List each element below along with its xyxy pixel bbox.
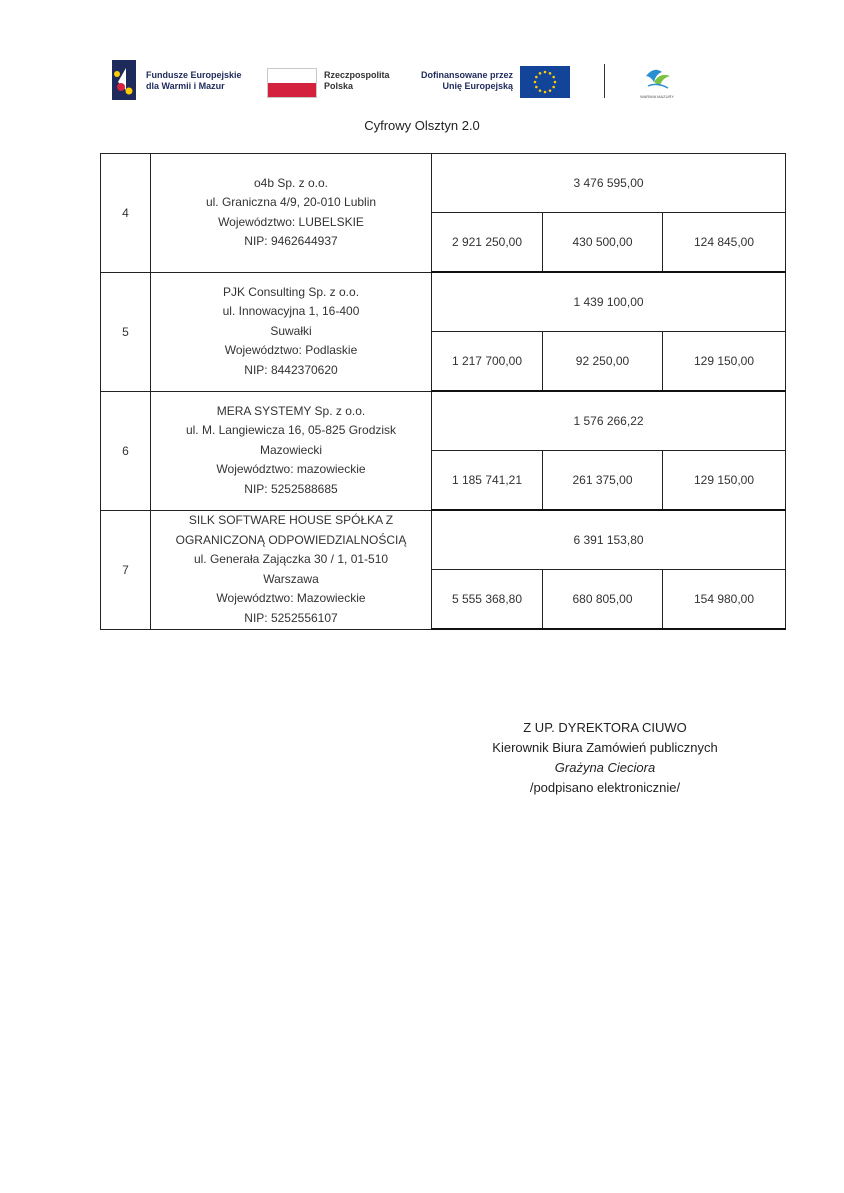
contractor-line: ul. Generała Zajączka 30 / 1, 01-510 (193, 552, 389, 566)
contractor-line: Województwo: LUBELSKIE (218, 214, 364, 229)
eu-star-icon (544, 71, 547, 74)
offers-table (100, 153, 786, 630)
rp-line-1: Rzeczpospolita (324, 70, 390, 80)
eu-funds-logo-icon (112, 60, 148, 100)
eu-star-icon (535, 86, 538, 89)
offer-number-cell: 7 (101, 510, 151, 629)
offer-number-cell: 4 (101, 154, 151, 273)
signature-authority: Z UP. DYREKTORA CIUWO (523, 720, 687, 735)
contractor-line: MERA SYSTEMY Sp. z o.o. (216, 403, 366, 418)
table-row (101, 272, 786, 332)
contractor-line: NIP: 5252588685 (244, 481, 338, 496)
contractor-line: o4b Sp. z o.o. (253, 175, 329, 190)
eu-flag-icon (520, 66, 570, 98)
price-part-cell: 1 185 741,21 (432, 451, 543, 511)
contractor-line: NIP: 5252556107 (244, 610, 338, 625)
eu-funds-line-1: Fundusze Europejskie (146, 70, 242, 80)
eu-star-icon (539, 89, 542, 92)
contractor-line: ul. Graniczna 4/9, 20-010 Lublin (205, 195, 377, 210)
price-part-cell: 430 500,00 (543, 213, 663, 273)
logo-bar (112, 58, 692, 104)
signature-block (440, 718, 770, 798)
eu-star-icon (552, 76, 555, 79)
eu-funds-line-2: dla Warmii i Mazur (146, 81, 225, 91)
table-row (101, 510, 786, 570)
contractor-cell (151, 272, 432, 391)
eu-star-icon (534, 81, 537, 84)
contractor-line: SILK SOFTWARE HOUSE SPÓŁKA Z (188, 513, 394, 527)
price-part-cell: 261 375,00 (543, 451, 663, 511)
signature-position: Kierownik Biura Zamówień publicznych (492, 740, 718, 755)
contractor-cell (151, 154, 432, 273)
contractor-line: PJK Consulting Sp. z o.o. (222, 284, 360, 299)
signature-note: /podpisano elektronicznie/ (529, 780, 681, 795)
total-price-cell: 3 476 595,00 (432, 154, 786, 213)
price-part-cell: 124 845,00 (663, 213, 786, 273)
eu-star-icon (549, 72, 552, 75)
document-title: Cyfrowy Olsztyn 2.0 (364, 118, 480, 133)
rp-logo-text (324, 70, 390, 92)
contractor-line: NIP: 9462644937 (244, 234, 338, 249)
price-part-cell: 2 921 250,00 (432, 213, 543, 273)
price-part-cell: 129 150,00 (663, 332, 786, 392)
offer-number-cell: 5 (101, 272, 151, 391)
warmia-mazury-logo (640, 62, 674, 102)
contractor-line: Warszawa (263, 571, 319, 586)
contractor-line: Suwałki (270, 323, 312, 338)
contractor-line: Województwo: mazowieckie (216, 462, 366, 477)
total-price-cell: 1 576 266,22 (432, 391, 786, 451)
eu-cofinanced-line-1: Dofinansowane przez (420, 70, 513, 80)
price-part-cell: 154 980,00 (663, 570, 786, 630)
table-row (101, 391, 786, 451)
eu-star-icon (539, 72, 542, 75)
eu-funds-logo-text (146, 70, 242, 92)
eu-star-icon (554, 81, 557, 84)
logo-divider (604, 64, 605, 98)
contractor-line: OGRANICZONĄ ODPOWIEDZIALNOŚCIĄ (175, 532, 407, 547)
eu-cofinanced-text (412, 70, 513, 92)
eu-cofinanced-line-2: Unię Europejską (442, 81, 513, 91)
eu-star-icon (535, 76, 538, 79)
table-row (101, 154, 786, 213)
warmia-mazury-text: WARMIA MAZURY (640, 94, 674, 99)
polish-flag-icon (267, 68, 317, 98)
offer-number-cell: 6 (101, 391, 151, 510)
contractor-line: ul. M. Langiewicza 16, 05-825 Grodzisk (185, 423, 397, 438)
contractor-line: Województwo: Podlaskie (224, 343, 358, 358)
contractor-line: Województwo: Mazowieckie (216, 591, 366, 605)
eu-star-icon (552, 86, 555, 89)
price-part-cell: 92 250,00 (543, 332, 663, 392)
signature-name: Grażyna Cieciora (554, 760, 656, 775)
eu-star-icon (549, 89, 552, 92)
total-price-cell: 6 391 153,80 (432, 510, 786, 570)
rp-line-2: Polska (324, 81, 354, 91)
price-part-cell: 129 150,00 (663, 451, 786, 511)
contractor-line: Mazowiecki (259, 442, 322, 457)
contractor-cell (151, 510, 432, 629)
contractor-line: ul. Innowacyjna 1, 16-400 (222, 304, 360, 319)
contractor-line: NIP: 8442370620 (244, 362, 338, 377)
price-part-cell: 1 217 700,00 (432, 332, 543, 392)
price-part-cell: 5 555 368,80 (432, 570, 543, 630)
price-part-cell: 680 805,00 (543, 570, 663, 630)
total-price-cell: 1 439 100,00 (432, 272, 786, 332)
eu-star-icon (544, 91, 547, 94)
contractor-cell (151, 391, 432, 510)
